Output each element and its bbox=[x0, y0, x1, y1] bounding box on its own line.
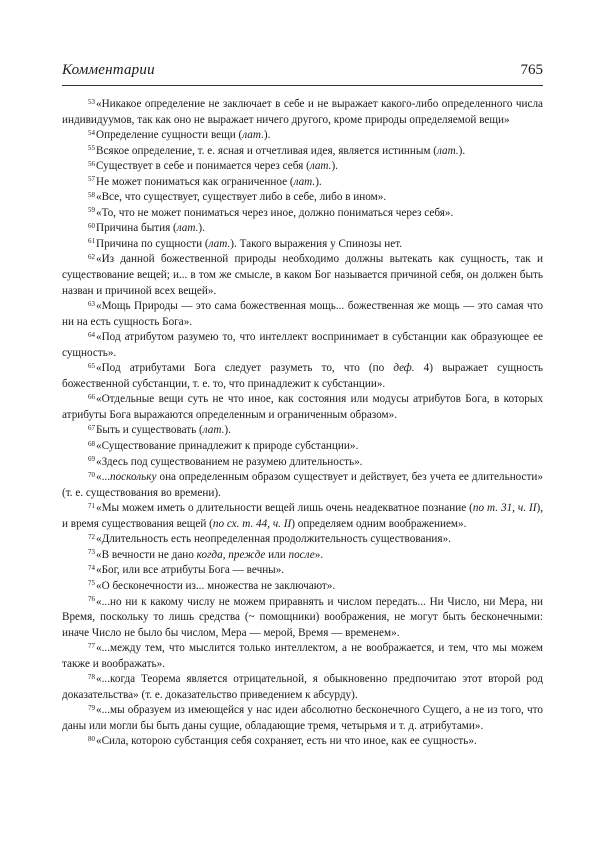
endnote-italic-text: лат. bbox=[437, 144, 459, 157]
endnote-number: 58 bbox=[88, 190, 95, 199]
endnote-text: «Из данной божественной природы необходимо должны вытекать как сущность, так и существование вещей; и... в том же смысле, в каком Бог называется причиной себя, он должен быть назван и причиной всех вещей». bbox=[62, 253, 543, 297]
endnote-italic-text: поскольку bbox=[109, 471, 157, 484]
endnote-63 bbox=[62, 299, 543, 330]
endnote-55 bbox=[62, 144, 543, 160]
endnote-62 bbox=[62, 252, 543, 299]
endnote-text: «Мощь Природы — это сама божественная мощь... божественная же мощь — это самая что ни на есть сущность Бога». bbox=[62, 300, 543, 328]
endnote-italic-text: деф. bbox=[393, 362, 415, 375]
endnote-61 bbox=[62, 237, 543, 253]
endnote-71 bbox=[62, 501, 543, 532]
endnote-text: 4) выражает сущность божественной субстанции, т. е. то, что принадлежит к субстанции». bbox=[62, 362, 543, 390]
endnote-58 bbox=[62, 190, 543, 206]
endnote-number: 75 bbox=[88, 579, 95, 588]
endnote-text: «...когда Теорема является отрицательной, я обыкновенно предпочитаю этот второй род доказательства» (т. е. доказательство приведением к абсурду). bbox=[62, 673, 543, 701]
endnote-text: «Бог, или все атрибуты Бога — вечны». bbox=[96, 564, 285, 577]
endnote-italic-text: лат. bbox=[208, 237, 231, 250]
endnote-text: «Длительность есть неопределенная продолжительность существования». bbox=[96, 533, 451, 546]
endnote-59 bbox=[62, 206, 543, 222]
endnote-number: 61 bbox=[88, 237, 95, 246]
endnote-number: 65 bbox=[88, 361, 95, 370]
endnote-number: 72 bbox=[88, 532, 95, 541]
endnote-text: «О бесконечности из... множества не заключают». bbox=[96, 579, 336, 592]
endnote-text: ) определяем одним воображением». bbox=[291, 517, 467, 530]
endnote-text: или bbox=[265, 548, 289, 561]
endnote-number: 71 bbox=[88, 501, 95, 510]
endnote-italic-text: лат. bbox=[202, 424, 225, 437]
header-rule bbox=[62, 85, 543, 86]
endnote-number: 55 bbox=[88, 144, 95, 153]
endnote-number: 62 bbox=[88, 252, 95, 261]
endnote-78 bbox=[62, 672, 543, 703]
endnote-text: «...между тем, что мыслится только интеллектом, а не воображается, и тем, что мы можем также и воображать». bbox=[62, 642, 543, 670]
page-number: 765 bbox=[520, 62, 543, 78]
endnote-text: ). bbox=[315, 175, 322, 188]
endnote-text: ). Такого выражения у Спинозы нет. bbox=[230, 237, 403, 250]
endnote-number: 66 bbox=[88, 392, 95, 401]
endnote-number: 67 bbox=[88, 423, 95, 432]
endnote-italic-text: лат. bbox=[242, 129, 264, 142]
endnote-72 bbox=[62, 532, 543, 548]
endnote-number: 69 bbox=[88, 455, 95, 464]
endnote-text: «Существование принадлежит к природе субстанции». bbox=[96, 440, 359, 453]
endnote-text: «Мы можем иметь о длительности вещей лишь очень неадекватное познание ( bbox=[96, 502, 473, 515]
endnote-text: «... bbox=[96, 471, 110, 484]
endnote-text: она определенным образом существует и действует, без учета ее длительности» (т. е. существования во времени). bbox=[62, 471, 543, 499]
header-title: Комментарии bbox=[62, 62, 155, 78]
endnote-text: Не может пониматься как ограниченное ( bbox=[96, 175, 294, 188]
endnote-text: Быть и существовать ( bbox=[96, 424, 203, 437]
endnote-number: 80 bbox=[88, 734, 95, 743]
endnote-italic-text: лат. bbox=[309, 160, 332, 173]
endnote-73 bbox=[62, 548, 543, 564]
endnote-text: «...мы образуем из имеющейся у нас идеи абсолютно бесконечного Сущего, а не из того, что даны или могли бы быть даны сущие, обладающие тремя, четырьмя и т. д. атрибутами». bbox=[62, 704, 543, 732]
endnote-text: ). bbox=[263, 129, 271, 142]
endnote-text: ). bbox=[224, 424, 231, 437]
endnote-text: «Здесь под существованием не разумею длительность». bbox=[96, 455, 363, 468]
endnote-text: ). bbox=[198, 222, 205, 235]
notes-list bbox=[62, 97, 543, 750]
endnote-text: «В вечности не дано bbox=[96, 548, 197, 561]
endnote-text: ), и время существования вещей ( bbox=[62, 502, 543, 530]
endnote-70 bbox=[62, 470, 543, 501]
endnote-75 bbox=[62, 579, 543, 595]
endnote-text: «Никакое определение не заключает в себе и не выражает какого-либо определенного числа индивидуумов, так как оно не выражает ничего другого, кроме природы определяемой вещи» bbox=[62, 98, 543, 126]
endnote-text: «Под атрибутом разумею то, что интеллект воспринимает в субстанции как образующее ее сущность». bbox=[62, 331, 543, 359]
endnote-number: 76 bbox=[88, 595, 95, 603]
endnote-italic-text: лат. bbox=[293, 175, 316, 188]
endnote-italic-text: по сх. т. 44, ч. II bbox=[212, 517, 292, 530]
endnote-text: «...но ни к какому числу не можем приравнять и числом передать... Ни Число, ни Мера, ни Время, поскольку то лишь средства (~ помощники) воображения, не могут быть бесконечными: иначе Число не было бы числом, Мера — мерой, Время — временем». bbox=[62, 595, 543, 639]
endnote-text: «Сила, которою субстанция себя сохраняет, есть ни что иное, как ее сущность». bbox=[96, 735, 477, 748]
endnote-italic-text: после bbox=[288, 548, 315, 561]
endnote-74 bbox=[62, 563, 543, 579]
endnote-64 bbox=[62, 330, 543, 361]
endnote-text: ». bbox=[314, 548, 324, 561]
endnote-number: 53 bbox=[88, 97, 95, 106]
endnote-italic-text: когда, прежде bbox=[196, 548, 266, 561]
endnote-text: «Отдельные вещи суть не что иное, как состояния или модусы атрибутов Бога, в которых атрибуты Бога выражаются определенным и ограниченным образом». bbox=[62, 393, 543, 421]
endnote-italic-text: лат. bbox=[176, 222, 199, 235]
endnote-text: Существует в себе и понимается через себя ( bbox=[96, 160, 310, 173]
endnote-number: 56 bbox=[88, 159, 95, 168]
endnote-text: ). bbox=[458, 144, 466, 157]
endnote-67 bbox=[62, 423, 543, 439]
endnote-text: «Под атрибутами Бога следует разуметь то, что (по bbox=[96, 362, 394, 375]
endnote-number: 68 bbox=[88, 439, 95, 448]
endnote-text: Определение сущности вещи ( bbox=[96, 129, 243, 142]
endnote-number: 78 bbox=[88, 672, 95, 681]
endnote-text: Причина по сущности ( bbox=[96, 237, 209, 250]
endnote-79 bbox=[62, 703, 543, 734]
endnote-text: ). bbox=[331, 160, 338, 173]
endnote-text: Причина бытия ( bbox=[96, 222, 177, 235]
endnote-number: 59 bbox=[88, 206, 95, 215]
endnote-italic-text: по т. 31, ч. II bbox=[472, 502, 537, 515]
endnote-number: 54 bbox=[88, 128, 95, 137]
endnote-number: 74 bbox=[88, 563, 95, 572]
endnote-76 bbox=[62, 595, 543, 642]
endnote-number: 79 bbox=[88, 703, 95, 712]
endnote-number: 57 bbox=[88, 175, 95, 184]
endnote-number: 64 bbox=[88, 330, 95, 339]
endnote-text: «То, что не может пониматься через иное, должно пониматься через себя». bbox=[96, 206, 454, 219]
running-header bbox=[62, 62, 543, 84]
endnote-65 bbox=[62, 361, 543, 392]
endnote-68 bbox=[62, 439, 543, 455]
endnote-number: 70 bbox=[88, 470, 95, 479]
endnote-text: «Все, что существует, существует либо в себе, либо в ином». bbox=[96, 191, 387, 204]
endnote-number: 60 bbox=[88, 221, 95, 230]
endnote-text: Всякое определение, т. е. ясная и отчетливая идея, является истинным ( bbox=[96, 144, 438, 157]
endnote-53 bbox=[62, 97, 543, 128]
endnote-57 bbox=[62, 175, 543, 191]
endnote-60 bbox=[62, 221, 543, 237]
endnote-number: 77 bbox=[88, 641, 95, 650]
endnote-number: 63 bbox=[88, 299, 95, 308]
endnote-66 bbox=[62, 392, 543, 423]
endnote-56 bbox=[62, 159, 543, 175]
endnote-number: 73 bbox=[88, 548, 95, 557]
endnote-69 bbox=[62, 455, 543, 471]
endnote-80 bbox=[62, 734, 543, 750]
endnote-54 bbox=[62, 128, 543, 144]
endnote-77 bbox=[62, 641, 543, 672]
